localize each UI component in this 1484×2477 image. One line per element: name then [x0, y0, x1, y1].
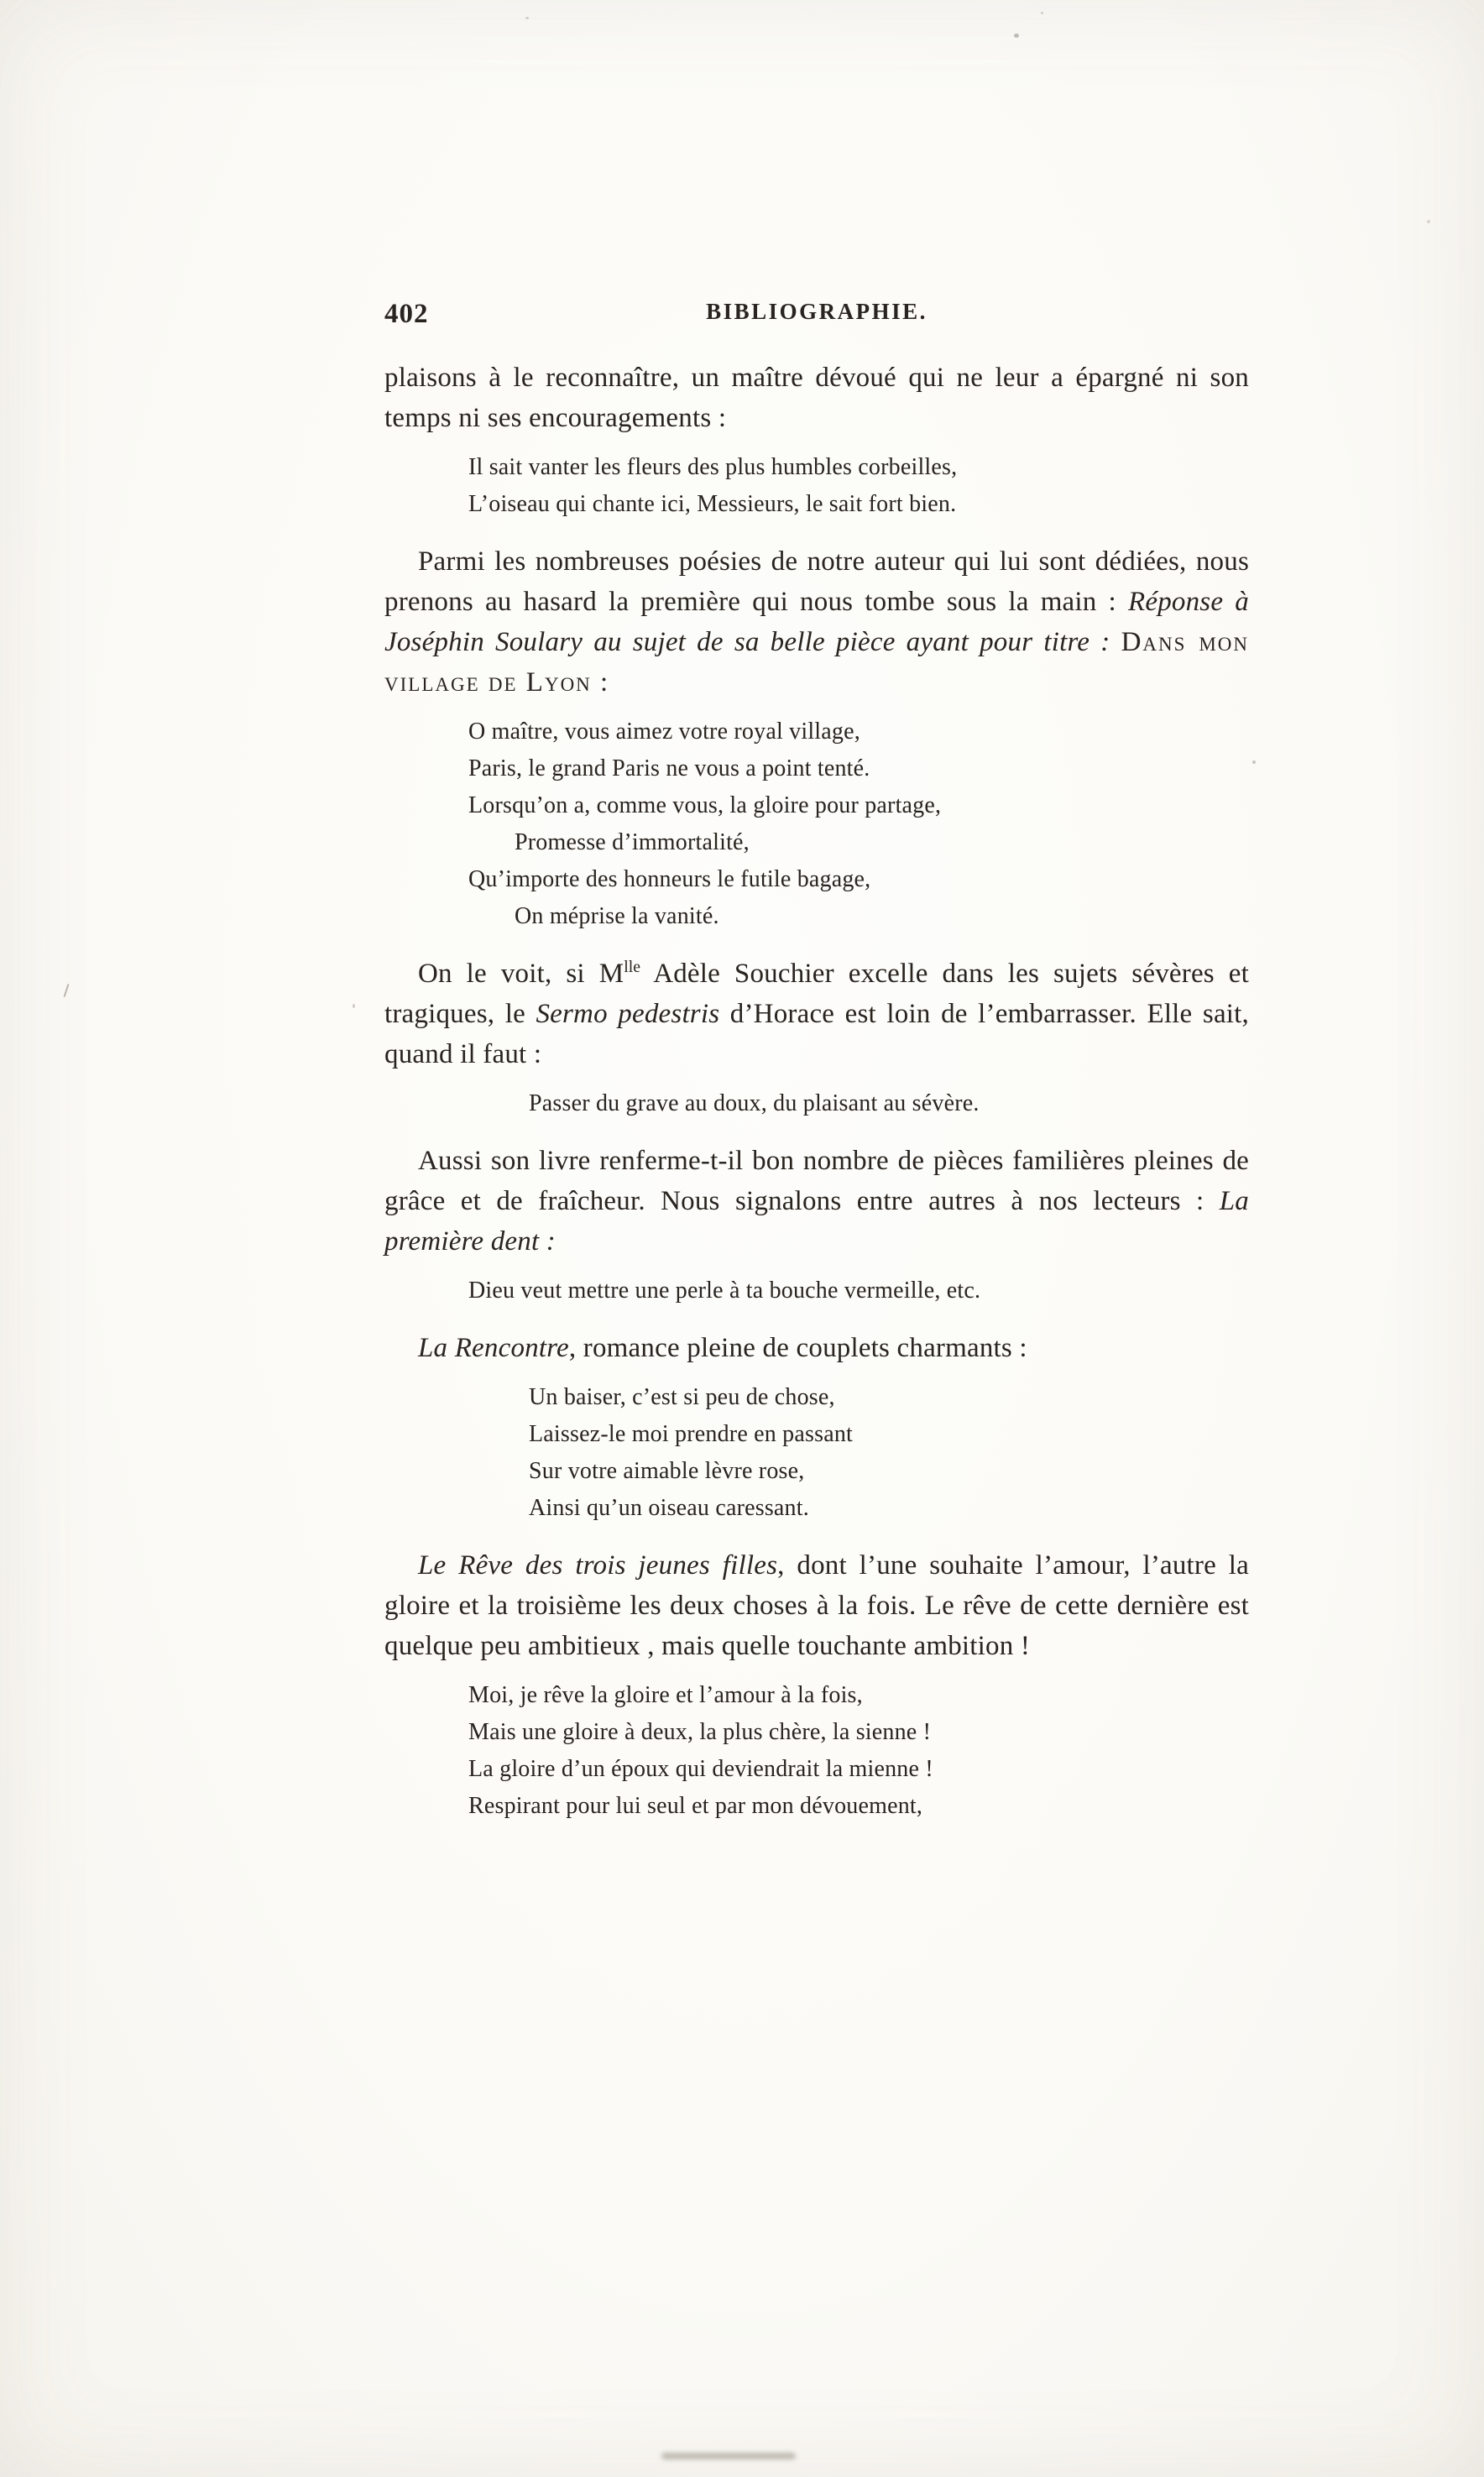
- verse-line: Dieu veut mettre une perle à ta bouche vermeille, etc.: [468, 1278, 981, 1304]
- scan-speck: [1427, 220, 1430, 223]
- paragraph: [384, 1545, 1249, 1666]
- page-header: [384, 299, 1249, 334]
- verse-quote-5: [529, 1379, 1249, 1527]
- verse-line: O maître, vous aimez votre royal village,: [468, 719, 860, 745]
- verse-line: Paris, le grand Paris ne vous a point tenté.: [468, 755, 870, 781]
- verse-quote-6: [468, 1677, 1249, 1825]
- work-title-italic: La Rencontre: [418, 1333, 569, 1363]
- work-title-italic: Réponse à Joséphin Soulary au sujet de sa belle pièce ayant pour titre :: [384, 587, 1249, 657]
- paragraph-continuation: [384, 358, 1249, 438]
- paragraph: [384, 954, 1249, 1074]
- poem-title-smallcaps: Dans mon village de Lyon :: [384, 627, 1249, 698]
- verse-line: Laissez-le moi prendre en passant: [529, 1421, 854, 1447]
- work-title-italic: La première dent :: [384, 1186, 1249, 1257]
- scan-smudge: [661, 2453, 796, 2459]
- scan-speck: [353, 1004, 355, 1008]
- scan-speck: [525, 17, 529, 19]
- verse-line: Il sait vanter les fleurs des plus humbles corbeilles,: [468, 454, 958, 480]
- verse-line: Un baiser, c’est si peu de chose,: [529, 1384, 835, 1410]
- paragraph: [384, 541, 1249, 703]
- verse-line: Sur votre aimable lèvre rose,: [529, 1458, 805, 1484]
- verse-quote-3: [529, 1085, 1249, 1122]
- running-header: BIBLIOGRAPHIE.: [706, 299, 928, 324]
- superscript-abbreviation: lle: [624, 958, 641, 976]
- verse-line: La gloire d’un époux qui deviendrait la mienne !: [468, 1756, 933, 1782]
- verse-quote-4: [468, 1272, 1249, 1309]
- verse-line: Respirant pour lui seul et par mon dévouement,: [468, 1793, 923, 1819]
- verse-line: Passer du grave au doux, du plaisant au sévère.: [529, 1090, 980, 1116]
- verse-line: Qu’importe des honneurs le futile bagage,: [468, 866, 871, 892]
- scan-speck: [1252, 760, 1256, 764]
- verse-line: On méprise la vanité.: [515, 903, 719, 929]
- verse-line: L’oiseau qui chante ici, Messieurs, le sait fort bien.: [468, 491, 957, 517]
- verse-quote-1: [468, 449, 1249, 523]
- paragraph: [384, 1141, 1249, 1262]
- verse-line: Moi, je rêve la gloire et l’amour à la fois,: [468, 1682, 863, 1708]
- paragraph-text: Adèle Souchier excelle dans les sujets sévères et tragiques, le: [384, 959, 1249, 1029]
- paragraph-text: plaisons à le reconnaître, un maître dévoué qui ne leur a épargné ni son temps ni ses encouragements :: [384, 363, 1249, 433]
- scan-speck: [1041, 12, 1043, 14]
- paragraph-text: , dont l’une souhaite l’amour, l’autre la gloire et la troisième les deux choses à la fois. Le rêve de cette dernière est quelque peu ambitieux , mais quelle touchante ambition !: [384, 1550, 1249, 1661]
- latin-phrase-italic: Sermo pedestris: [536, 999, 720, 1029]
- paragraph-text: Parmi les nombreuses poésies de notre auteur qui lui sont dédiées, nous prenons au hasard la première qui nous tombe sous la main :: [384, 546, 1249, 617]
- verse-line: Promesse d’immortalité,: [515, 829, 750, 855]
- verse-line: Ainsi qu’un oiseau caressant.: [529, 1495, 809, 1521]
- paragraph-text: d’Horace est loin de l’embarrasser. Elle sait, quand il faut :: [384, 999, 1249, 1069]
- paragraph: [384, 1328, 1249, 1368]
- paragraph-text: On le voit, si M: [418, 959, 624, 989]
- verse-quote-2: [468, 713, 1249, 935]
- page-number: 402: [384, 299, 429, 329]
- verse-line: Mais une gloire à deux, la plus chère, la sienne !: [468, 1719, 932, 1745]
- scan-speck: [1014, 34, 1019, 38]
- verse-line: Lorsqu’on a, comme vous, la gloire pour partage,: [468, 792, 942, 818]
- paragraph-text: , romance pleine de couplets charmants :: [568, 1333, 1027, 1363]
- paragraph-text: Aussi son livre renferme-t-il bon nombre de pièces familières pleines de grâce et de fraîcheur. Nous signalons entre autres à nos lecteurs :: [384, 1146, 1249, 1216]
- work-title-italic: Le Rêve des trois jeunes filles: [418, 1550, 778, 1581]
